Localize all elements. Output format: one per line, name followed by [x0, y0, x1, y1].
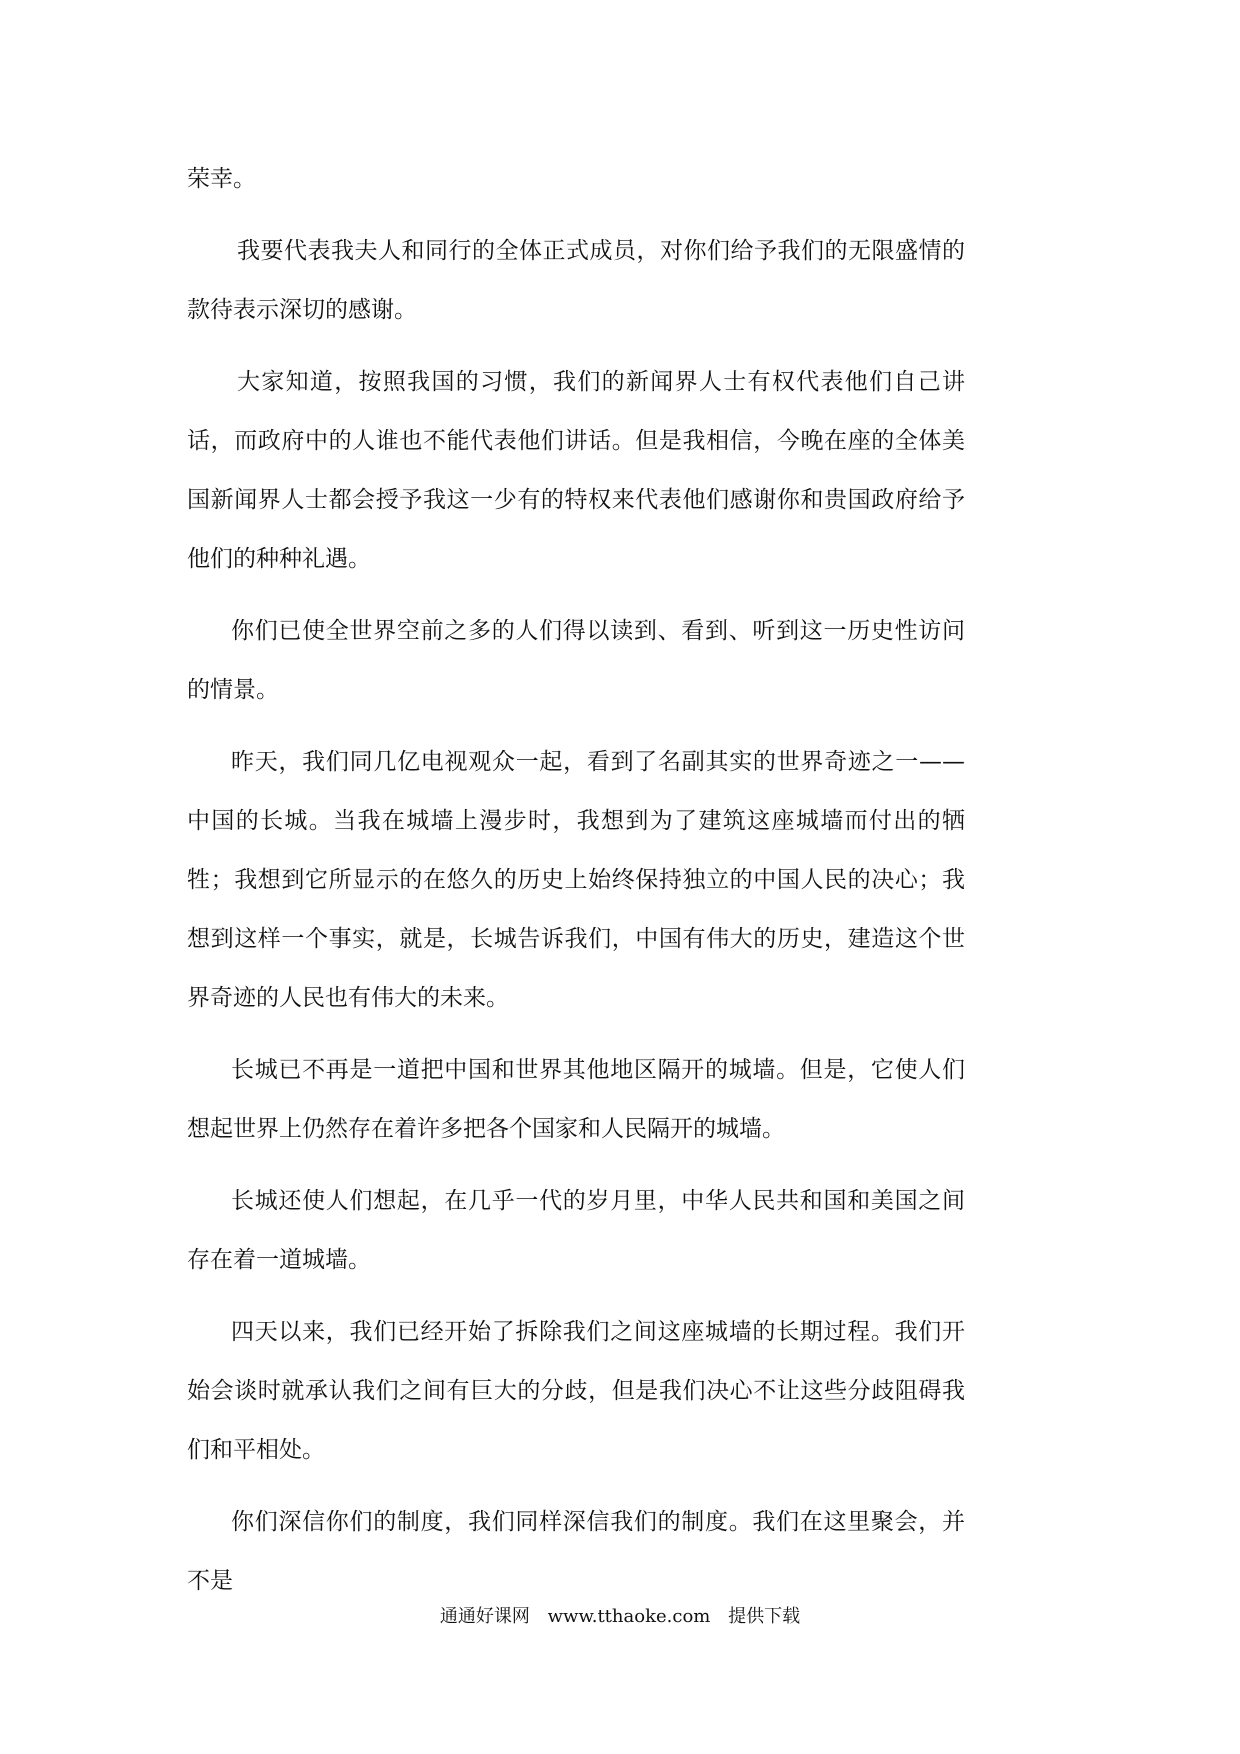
paragraph: 长城已不再是一道把中国和世界其他地区隔开的城墙。但是，它使人们想起世界上仍然存在着许多把各个国家和人民隔开的城墙。 [187, 1057, 965, 1142]
paragraph: 四天以来，我们已经开始了拆除我们之间这座城墙的长期过程。我们开始会谈时就承认我们之间有巨大的分歧，但是我们决心不让这些分歧阻碍我们和平相处。 [187, 1319, 965, 1463]
document-body [187, 150, 965, 1611]
paragraph: 荣幸。 [187, 166, 256, 192]
paragraph: 你们深信你们的制度，我们同样深信我们的制度。我们在这里聚会，并不是 [187, 1509, 965, 1594]
page-footer [0, 1602, 1240, 1628]
paragraph: 你们已使全世界空前之多的人们得以读到、看到、听到这一历史性访问的情景。 [187, 618, 965, 703]
footer-site-name: 通通好课网 [439, 1606, 530, 1627]
paragraph: 长城还使人们想起，在几乎一代的岁月里，中华人民共和国和美国之间存在着一道城墙。 [187, 1188, 965, 1273]
paragraph: 昨天，我们同几亿电视观众一起，看到了名副其实的世界奇迹之一——中国的长城。当我在城墙上漫步时，我想到为了建筑这座城墙而付出的牺牲；我想到它所显示的在悠久的历史上始终保持独立的中国人民的决心；我想到这样一个事实，就是，长城告诉我们，中国有伟大的历史，建造这个世界奇迹的人民也有伟大的未来。 [187, 749, 965, 1011]
footer-url: www.tthaoke.com [547, 1606, 711, 1627]
paragraph: 我要代表我夫人和同行的全体正式成员，对你们给予我们的无限盛情的款待表示深切的感谢。 [187, 238, 965, 323]
paragraph: 大家知道，按照我国的习惯，我们的新闻界人士有权代表他们自己讲话，而政府中的人谁也不能代表他们讲话。但是我相信，今晚在座的全体美国新闻界人士都会授予我这一少有的特权来代表他们感谢你和贵国政府给予他们的种种礼遇。 [187, 369, 965, 572]
footer-action: 提供下载 [728, 1606, 801, 1627]
